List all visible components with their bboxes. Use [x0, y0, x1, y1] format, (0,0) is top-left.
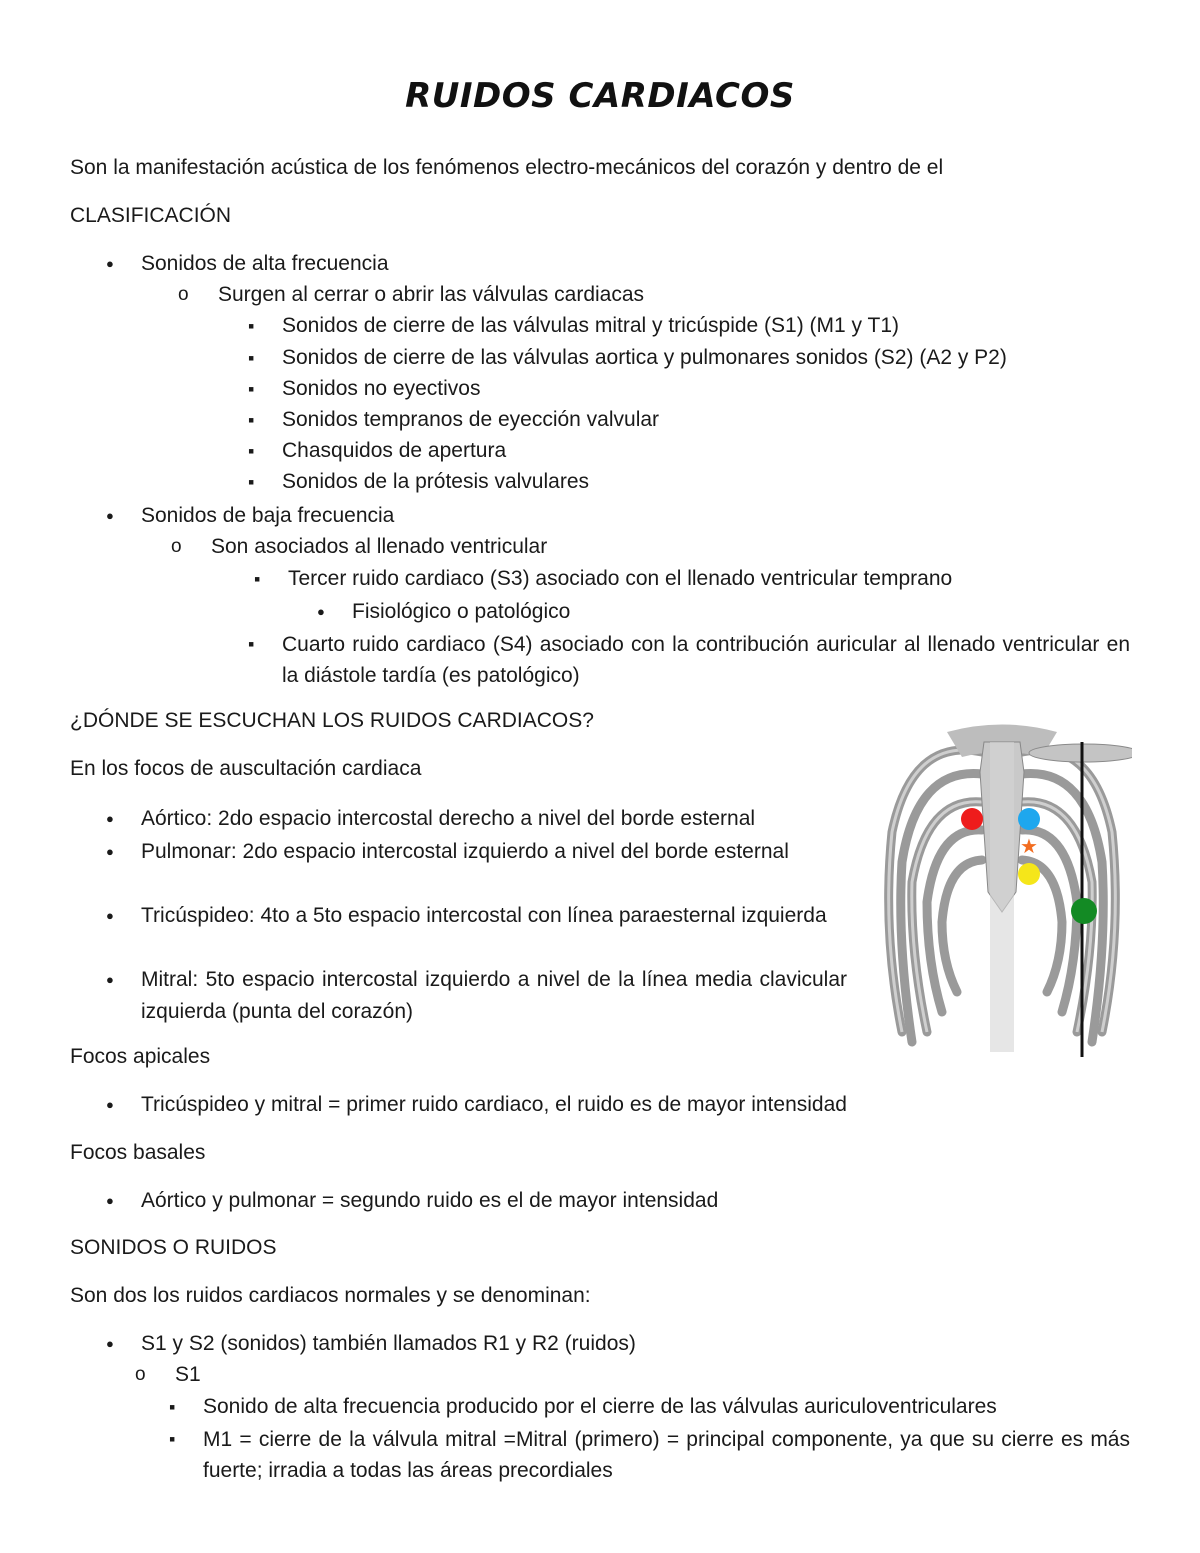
- page-title: RUIDOS CARDIACOS: [405, 76, 795, 116]
- star-icon: ★: [1020, 834, 1038, 858]
- tricuspid-focus-dot: [1018, 863, 1040, 885]
- list-item: o Son asociados al llenado ventricular: [211, 533, 547, 561]
- list-item: ● Aórtico y pulmonar = segundo ruido es el de mayor intensidad: [141, 1187, 718, 1215]
- list-item: ▪ Chasquidos de apertura: [282, 437, 506, 465]
- list-item: ● Mitral: 5to espacio intercostal izquierdo a nivel de la línea media clavicular izquierda (punta del corazón): [141, 964, 847, 1028]
- list-item: ● Pulmonar: 2do espacio intercostal izquierdo a nivel del borde esternal: [141, 836, 847, 868]
- sonidos-heading: SONIDOS O RUIDOS: [70, 1236, 277, 1259]
- list-item: ▪ Sonidos de cierre de las válvulas aortica y pulmonares sonidos (S2) (A2 y P2): [282, 344, 1007, 372]
- list-item: ● Aórtico: 2do espacio intercostal derecho a nivel del borde esternal: [141, 803, 847, 835]
- list-item: ▪ Sonidos de cierre de las válvulas mitral y tricúspide (S1) (M1 y T1): [282, 312, 899, 340]
- list-item: ● S1 y S2 (sonidos) también llamados R1 y R2 (ruidos): [141, 1330, 636, 1358]
- mitral-focus-dot: [1071, 898, 1097, 924]
- list-item: ● Fisiológico o patológico: [352, 598, 570, 626]
- list-item: ● Sonidos de alta frecuencia: [141, 250, 389, 278]
- list-item: ● Tricúspideo: 4to a 5to espacio intercostal con línea paraesternal izquierda: [141, 900, 847, 932]
- list-item: ● Sonidos de baja frecuencia: [141, 502, 394, 530]
- list-item: ▪ Sonidos no eyectivos: [282, 375, 480, 403]
- donde-heading: ¿DÓNDE SE ESCUCHAN LOS RUIDOS CARDIACOS?: [70, 709, 594, 732]
- intro-paragraph: Son la manifestación acústica de los fenómenos electro-mecánicos del corazón y dentro de el: [70, 156, 944, 179]
- spine: [990, 742, 1014, 1052]
- donde-intro: En los focos de auscultación cardiaca: [70, 757, 422, 780]
- list-item: o Surgen al cerrar o abrir las válvulas cardiacas: [218, 281, 644, 309]
- list-item: ▪ Sonidos tempranos de eyección valvular: [282, 406, 659, 434]
- aortic-focus-dot: [961, 808, 983, 830]
- clasificacion-heading: CLASIFICACIÓN: [70, 204, 232, 227]
- list-item: o S1: [175, 1361, 201, 1389]
- list-item: ● Tricúspideo y mitral = primer ruido cardiaco, el ruido es de mayor intensidad: [141, 1091, 847, 1119]
- sonidos-intro: Son dos los ruidos cardiacos normales y se denominan:: [70, 1284, 591, 1307]
- list-item: ▪ M1 = cierre de la válvula mitral =Mitral (primero) = principal componente, ya que su cierre es más fuerte; irradia a todas las áreas precordiales: [203, 1424, 1130, 1486]
- list-item: ▪ Tercer ruido cardiaco (S3) asociado con el llenado ventricular temprano: [288, 565, 952, 593]
- pulmonary-focus-dot: [1018, 808, 1040, 830]
- ribcage-figure: [872, 712, 1132, 1062]
- list-item: ▪ Sonidos de la prótesis valvulares: [282, 468, 589, 496]
- basales-heading: Focos basales: [70, 1141, 206, 1164]
- list-item: ▪ Sonido de alta frecuencia producido por el cierre de las válvulas auriculoventriculares: [203, 1393, 997, 1421]
- apicales-heading: Focos apicales: [70, 1045, 211, 1068]
- list-item: ▪ Cuarto ruido cardiaco (S4) asociado con la contribución auricular al llenado ventricular en la diástole tardía (es patológico): [282, 629, 1130, 691]
